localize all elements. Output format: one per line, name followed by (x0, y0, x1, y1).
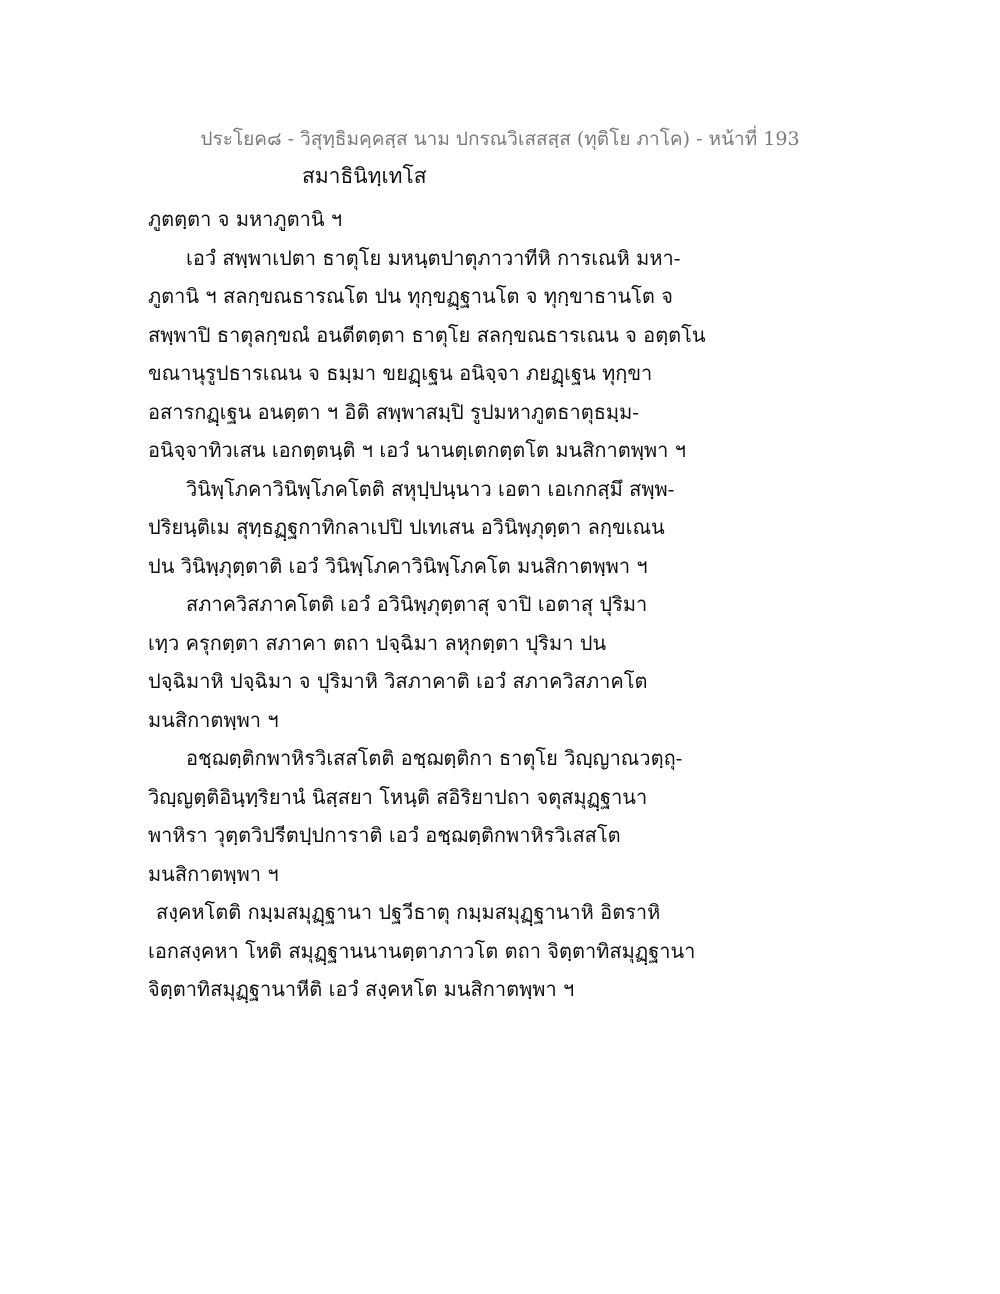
text-line: อชฺฌตฺติกพาหิรวิเสสโตติ อชฺฌตฺติกา ธาตุโย วิญฺญาณวตฺถุ- (186, 746, 683, 770)
text-line: วินิพฺโภคาวินิพฺโภคโตติ สหุปฺปนฺนาว เอตา เอเกกสฺมึ สพฺพ- (186, 476, 675, 501)
section-heading: สมาธินิทฺเทโส (302, 164, 427, 188)
text-line: ภูตตฺตา จ มหาภูตานิ ฯ (148, 207, 343, 231)
text-line: เอกสงฺคหา โหติ สมุฏฺฐานนานตฺตาภาวโต ตถา จิตฺตาทิสมุฏฺฐานา (148, 938, 696, 963)
text-line: มนสิกาตพฺพา ฯ (148, 707, 279, 732)
text-line: ภูตานิ ฯ สลกฺขณธารณโต ปน ทุกฺขฏฺฐานโต จ ทุกฺขาธานโต จ (148, 284, 673, 308)
text-line: สงฺคหโตติ กมฺมสมุฏฺฐานา ปฐวีธาตุ กมฺมสมุฏฺฐานาหิ อิตราหิ (156, 900, 661, 924)
text-line: ขณานุรูปธารเณน จ ธมฺมา ขยฏฺเฐน อนิจฺจา ภยฏฺเฐน ทุกฺขา (148, 361, 653, 385)
text-line: มนสิกาตพฺพา ฯ (148, 861, 279, 886)
text-line: สพฺพาปิ ธาตุลกฺขณํ อนตีตตฺตา ธาตุโย สลกฺขณธารเณน จ อตฺตโน (148, 322, 706, 347)
text-line: สภาควิสภาคโตติ เอวํ อวินิพฺภุตฺตาสุ จาปิ เอตาสุ ปุริมา (186, 592, 648, 616)
text-line: อสารกฏฺเฐน อนตฺตา ฯ อิติ สพฺพาสมฺปิ รูปมหาภูตธาตุธมฺม- (148, 399, 640, 424)
body-text (148, 200, 708, 1009)
text-line: วิญฺญตฺติอินฺทฺริยานํ นิสฺสยา โหนฺติ สอิริยาปถา จตุสมุฏฺฐานา (148, 784, 648, 809)
running-header: ประโยค๘ - วิสุทฺธิมคฺคสฺส นาม ปกรณวิเสสสฺส (ทุติโย ภาโค) - หน้าที่ 193 (200, 128, 800, 150)
text-line: ปน วินิพฺภุตฺตาติ เอวํ วินิพฺโภคาวินิพฺโภคโต มนสิกาตพฺพา ฯ (148, 553, 648, 578)
text-line: อนิจฺจาทิวเสน เอกตฺตนฺติ ฯ เอวํ นานตฺเตกตฺตโต มนสิกาตพฺพา ฯ (148, 438, 686, 462)
text-line: เทฺว ครุกตฺตา สภาคา ตถา ปจฺฉิมา ลหุกตฺตา ปุริมา ปน (148, 630, 607, 655)
text-line: ปจฺฉิมาหิ ปจฺฉิมา จ ปุริมาหิ วิสภาคาติ เอวํ สภาควิสภาคโต (148, 669, 648, 693)
text-line: เอวํ สพฺพาเปตา ธาตุโย มหนฺตปาตุภาวาทีหิ การเณหิ มหา- (186, 245, 681, 270)
text-line: จิตฺตาทิสมุฏฺฐานาหีติ เอวํ สงฺคหโต มนสิกาตพฺพา ฯ (148, 977, 575, 1001)
text-line: พาหิรา วุตฺตวิปรีตปฺปการาติ เอวํ อชฺฌตฺติกพาหิรวิเสสโต (148, 823, 621, 847)
text-line: ปริยนฺติเม สุทฺธฏฺฐกาทิกลาเปปิ ปเทเสน อวินิพฺภุตฺตา ลกฺขเณน (148, 515, 665, 539)
